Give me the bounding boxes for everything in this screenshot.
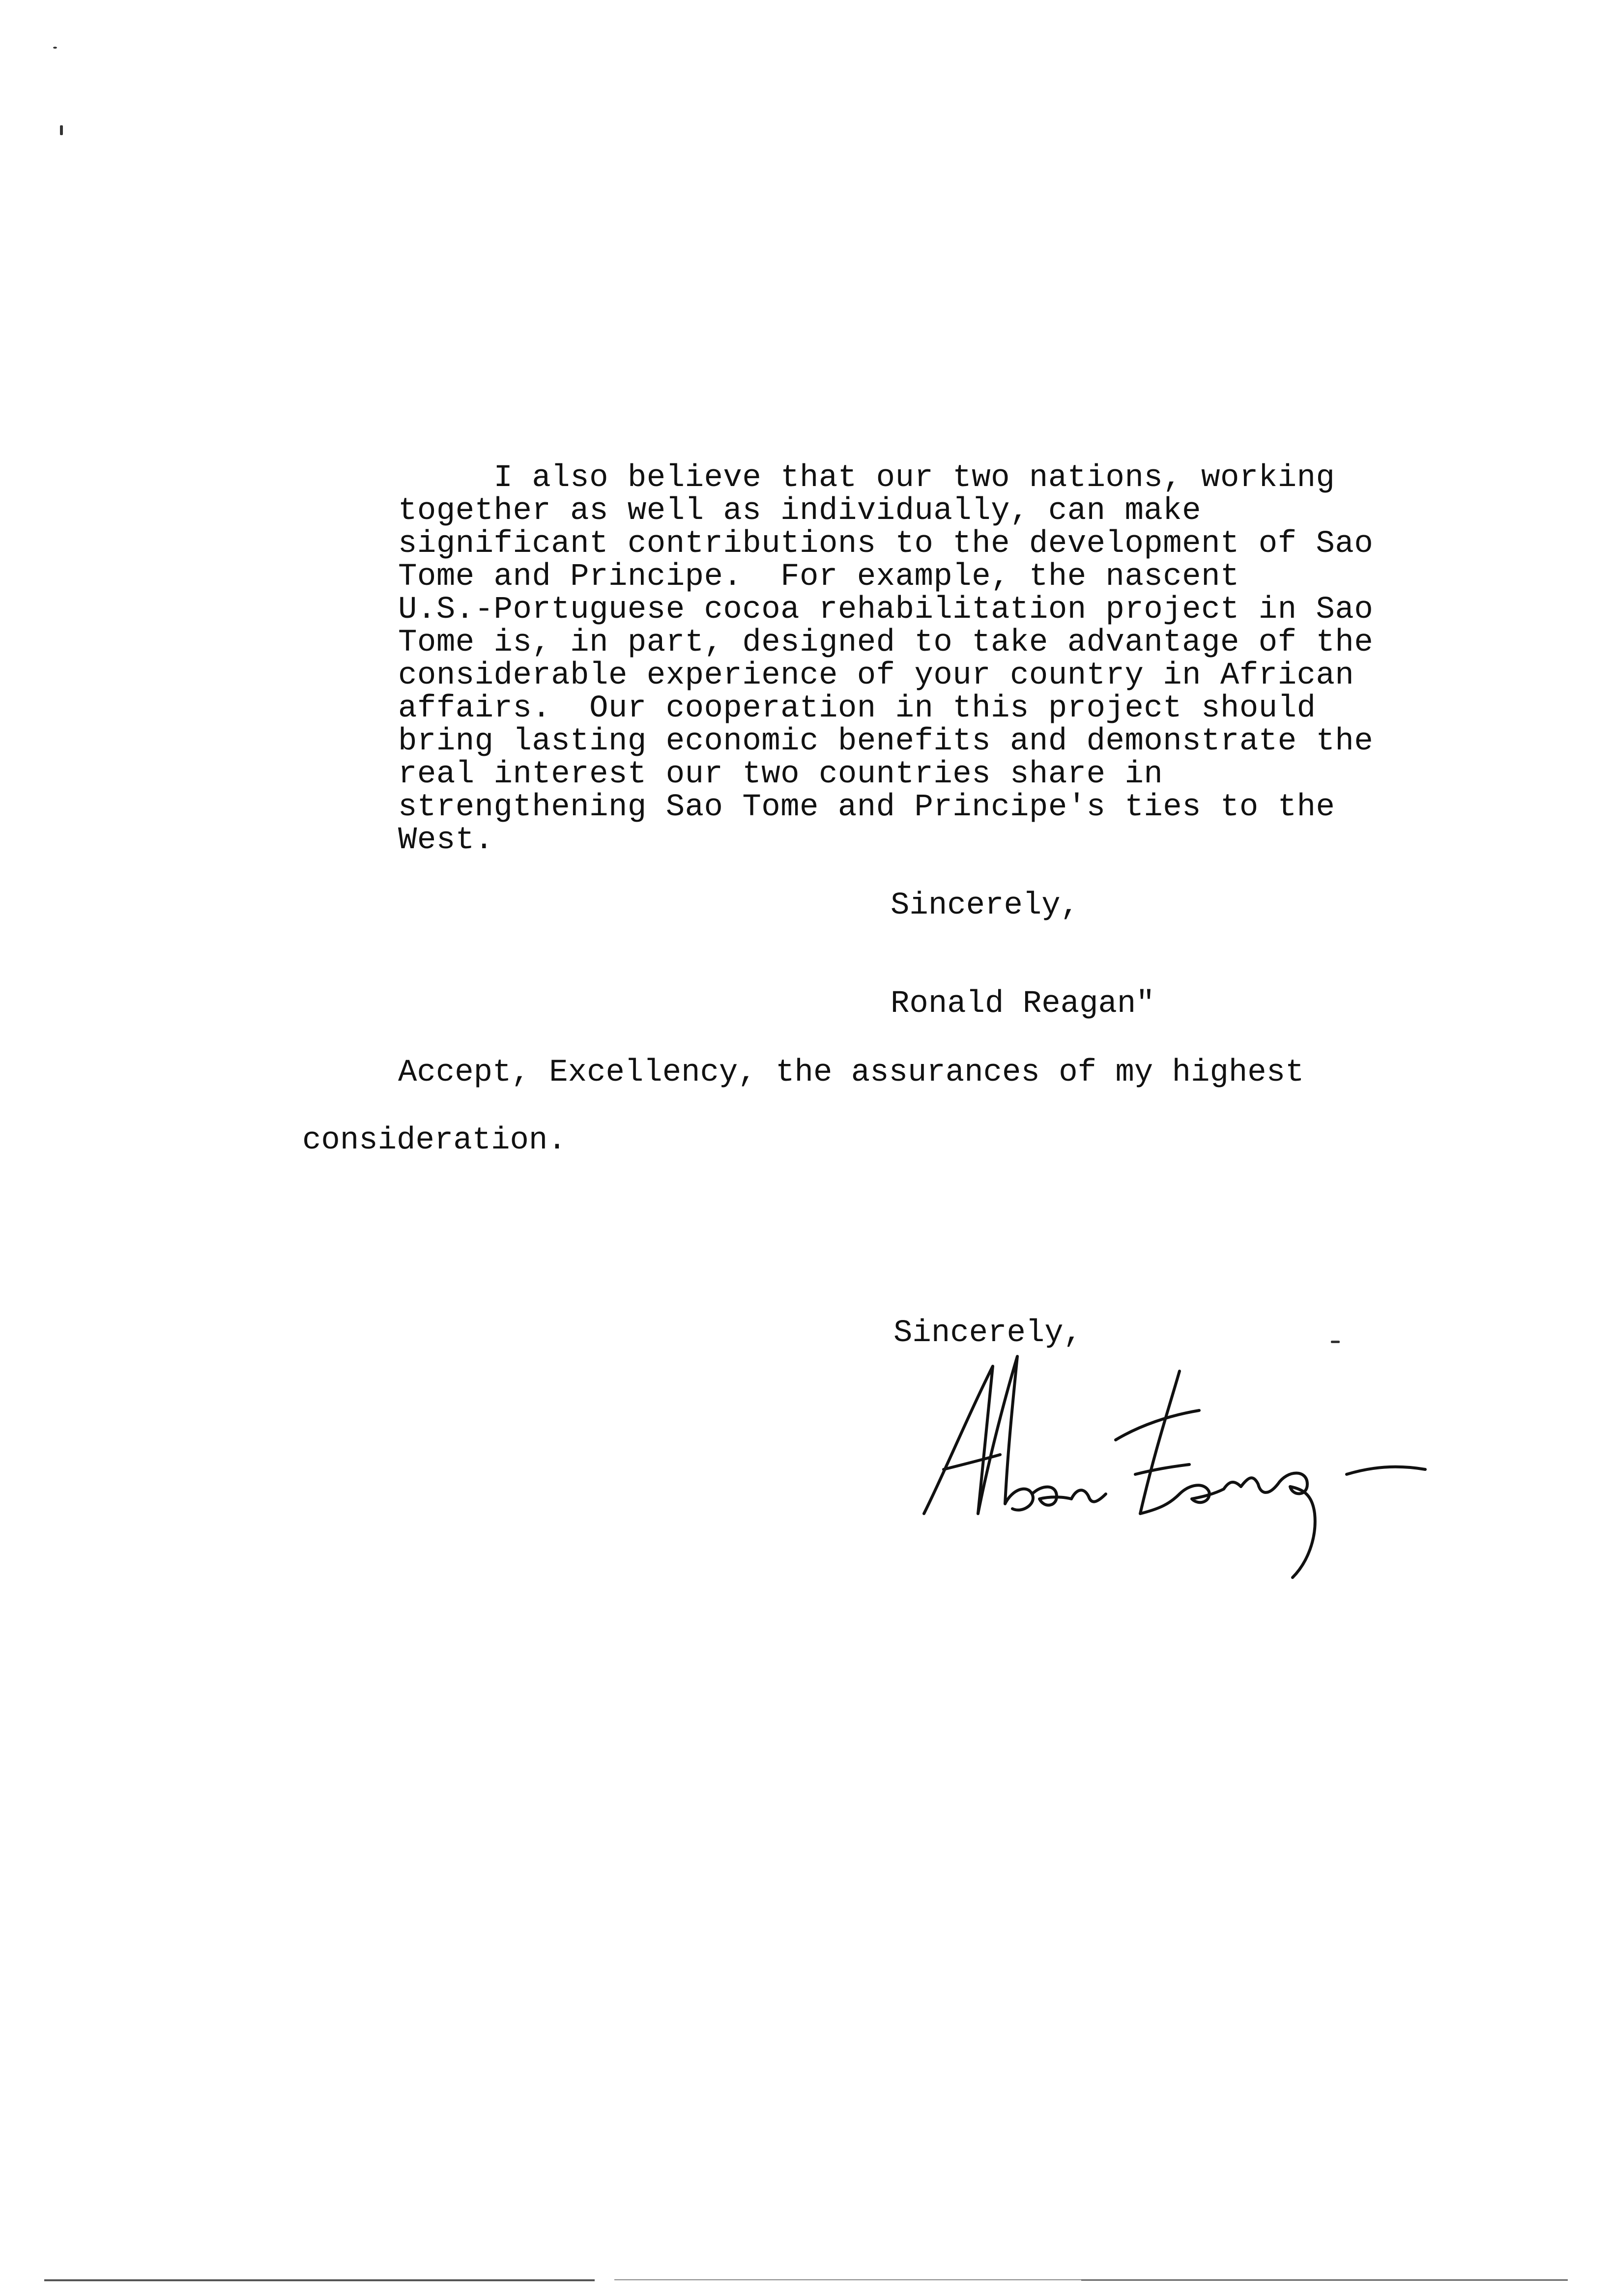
paragraph-line: affairs. Our cooperation in this project should: [398, 691, 1316, 726]
accept-line-end: consideration.: [302, 1123, 567, 1158]
scan-speck: [53, 47, 57, 49]
quoted-signer: Ronald Reagan": [891, 986, 1155, 1022]
final-closing: Sincerely,: [893, 1316, 1083, 1351]
scan-speck: [1331, 1341, 1340, 1343]
paragraph-line: Tome is, in part, designed to take advantage of the: [398, 625, 1374, 660]
bottom-rule: [44, 2279, 595, 2281]
paragraph-line: considerable experience of your country in African: [398, 658, 1354, 693]
paragraph-line: together as well as individually, can make: [398, 493, 1202, 529]
paragraph-line: U.S.-Portuguese cocoa rehabilitation project in Sao: [398, 592, 1374, 628]
paragraph-line: real interest our two countries share in: [398, 757, 1163, 792]
bottom-rule: [614, 2279, 1081, 2280]
paragraph-line: West.: [398, 823, 494, 858]
quoted-closing: Sincerely,: [891, 888, 1080, 923]
scan-speck: [60, 125, 63, 135]
paragraph-line: Tome and Principe. For example, the nascent: [398, 559, 1239, 595]
paragraph-line: significant contributions to the development of Sao: [398, 526, 1374, 562]
accept-line: Accept, Excellency, the assurances of my highest: [398, 1055, 1304, 1091]
paragraph-line: strengthening Sao Tome and Principe's ties to the: [398, 790, 1335, 825]
bottom-rule: [1081, 2279, 1568, 2281]
paragraph-line: bring lasting economic benefits and demonstrate the: [398, 724, 1374, 759]
handwritten-signature: [914, 1327, 1435, 1582]
paragraph-line: I also believe that our two nations, working: [398, 460, 1335, 496]
